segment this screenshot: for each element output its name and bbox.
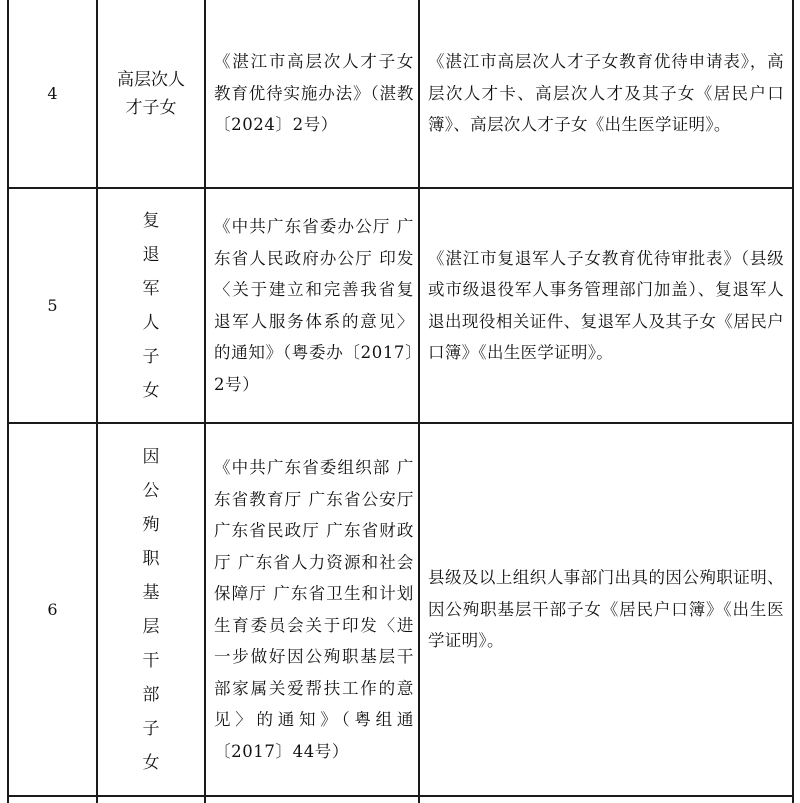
category-char: 子 (142, 718, 160, 739)
table-row-5-number (9, 189, 96, 422)
materials-text: 《湛江市复退军人子女教育优待审批表》（县级或市级退役军人事务管理部门加盖）、复退军人退出现役相关证件、复退军人及其子女《居民户口簿》《出生医学证明》。 (428, 248, 784, 362)
table-row-5-category (98, 189, 204, 422)
category-label (117, 66, 185, 122)
row-number: 4 (47, 84, 58, 103)
table-row-6-category (98, 424, 204, 795)
category-char: 部 (142, 684, 160, 705)
table-row-6-materials (428, 424, 784, 795)
table-border-right (792, 0, 794, 803)
category-char: 职 (142, 548, 160, 569)
table-border-bottom (7, 795, 794, 797)
row-number: 6 (47, 600, 58, 619)
policy-text: 《中共广东省委组织部 广东省教育厅 广东省公安厅 广东省民政厅 广东省财政厅 广东省人力资源和社会保障厅 广东省卫生和计划生育委员会关于印发〈进一步做好因公殉职基层干部家属关爱帮扶工作的意见〉的通知》（粤组通〔2017〕44号） (214, 458, 414, 761)
category-char: 复 (142, 210, 160, 231)
category-char: 人 (142, 312, 160, 333)
policy-text: 《湛江市高层次人才子女教育优待实施办法》（湛教〔2024〕2号） (214, 52, 414, 135)
policy-text: 《中共广东省委办公厅 广东省人民政府办公厅 印发〈关于建立和完善我省复退军人服务体系的意见〉的通知》（粤委办〔2017〕2号） (214, 217, 414, 394)
table-row-4-category (98, 0, 204, 187)
category-line: 才子女 (125, 97, 177, 118)
category-char: 子 (142, 346, 160, 367)
table-row-6-number (9, 424, 96, 795)
table-row-4-materials (428, 0, 784, 187)
table-row-6-policy (214, 424, 414, 795)
category-char: 干 (142, 650, 160, 671)
category-char: 因 (142, 446, 160, 467)
materials-text: 《湛江市高层次人才子女教育优待申请表》，高层次人才卡、高层次人才及其子女《居民户口簿》、高层次人才子女《出生医学证明》。 (428, 52, 784, 135)
column-divider-2 (204, 0, 206, 803)
category-char: 女 (142, 380, 160, 401)
table-row-4-policy (214, 0, 414, 187)
category-char: 公 (142, 480, 160, 501)
category-char: 退 (142, 244, 160, 265)
table-row-5-materials (428, 189, 784, 422)
category-char: 军 (142, 278, 160, 299)
row-number: 5 (47, 296, 58, 315)
materials-text: 县级及以上组织人事部门出具的因公殉职证明、因公殉职基层干部子女《居民户口簿》《出生医学证明》。 (428, 568, 784, 651)
column-divider-3 (418, 0, 420, 803)
category-char: 层 (142, 616, 160, 637)
table-row-4-number (9, 0, 96, 187)
category-char: 女 (142, 752, 160, 773)
table-row-5-policy (214, 189, 414, 422)
category-char: 殉 (142, 514, 160, 535)
category-char: 基 (142, 582, 160, 603)
category-line: 高层次人 (117, 69, 185, 90)
